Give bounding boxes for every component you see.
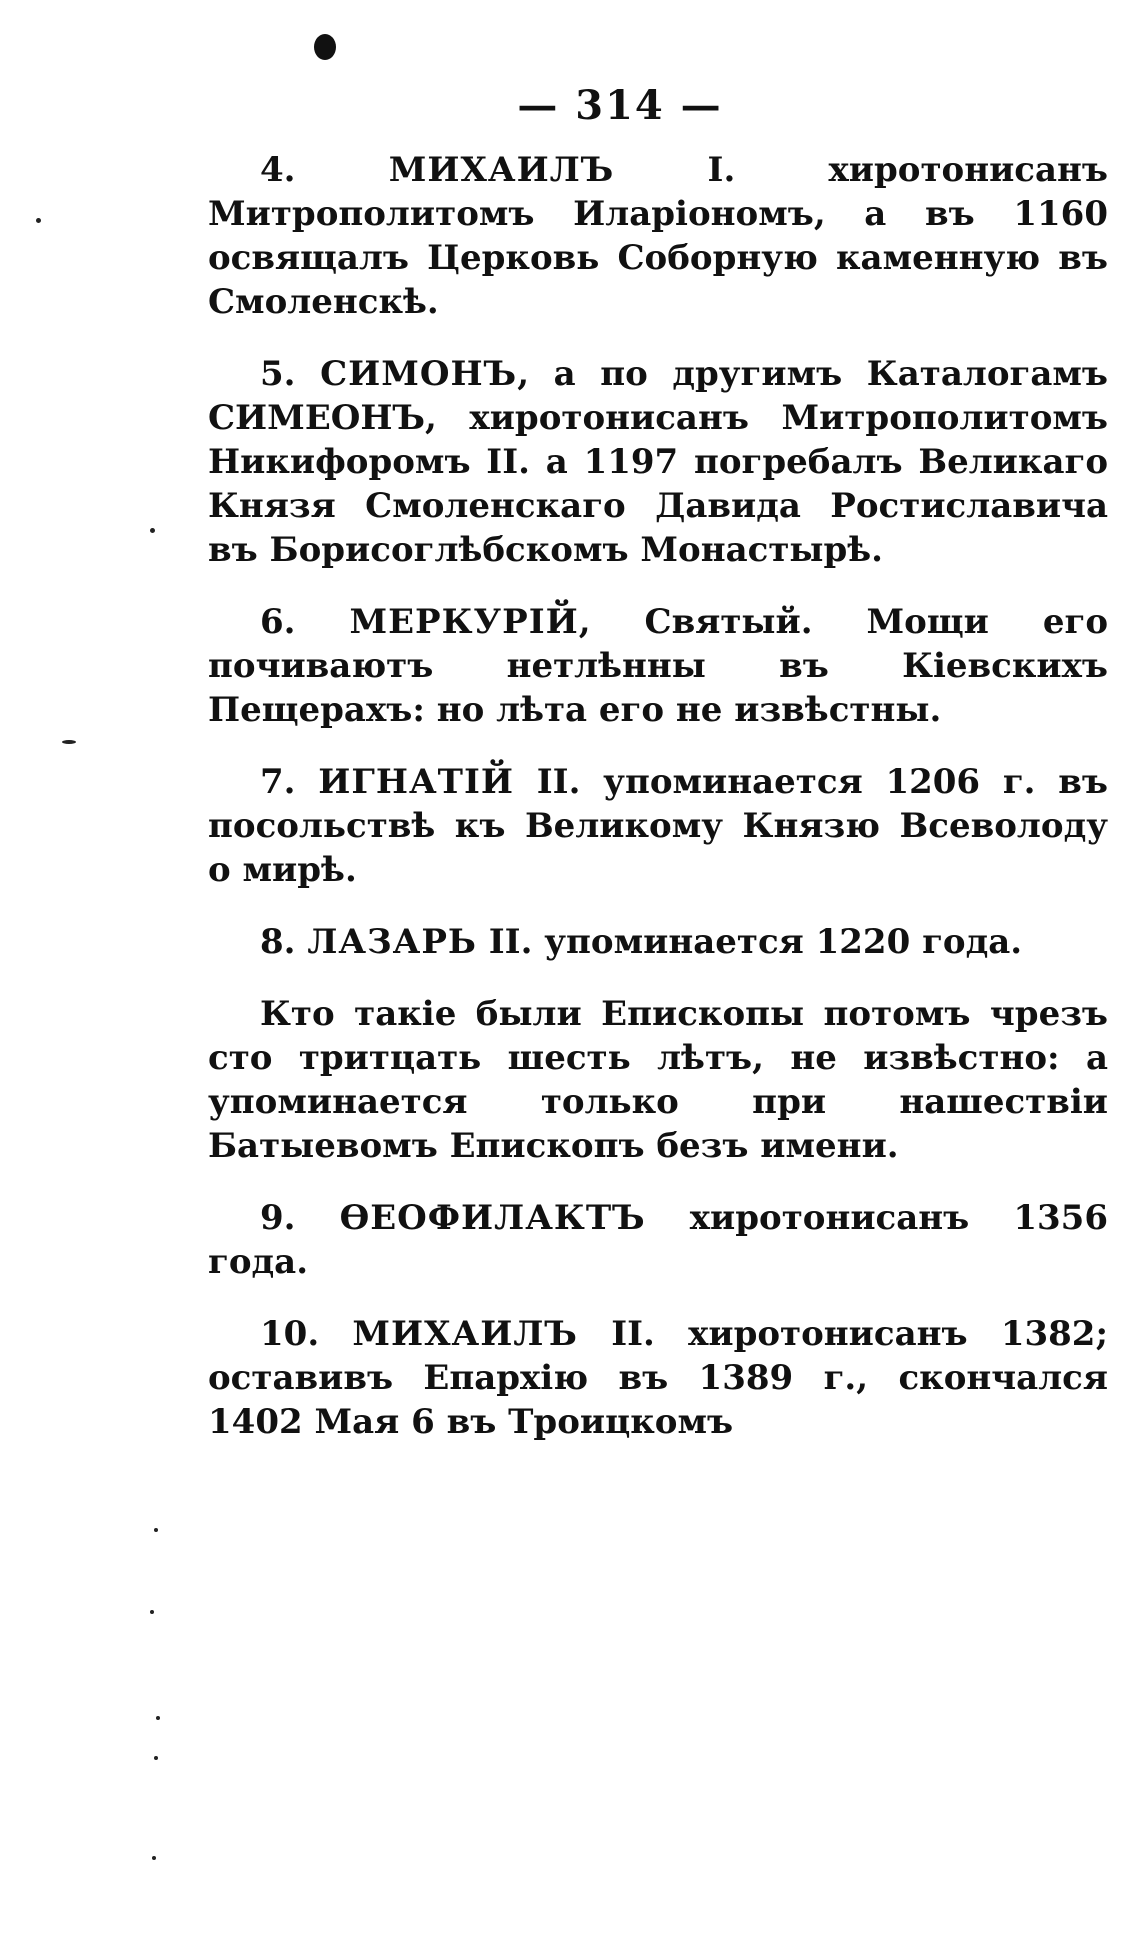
- page-number: — 314 —: [517, 82, 723, 129]
- entry-number: 5.: [260, 354, 296, 394]
- print-speck: [150, 1610, 154, 1614]
- entry-number: 4.: [260, 150, 296, 190]
- entry-name: ЛАЗАРЬ: [307, 922, 477, 962]
- entry-name: СИМОНЪ: [320, 354, 518, 394]
- entry-paragraph: [208, 1196, 1108, 1284]
- print-speck: [150, 528, 155, 533]
- entry-paragraph: [208, 1312, 1108, 1444]
- print-speck: [156, 1716, 160, 1720]
- entry-text: , а по другимъ Каталогамъ СИМЕОНЪ, хиротонисанъ Митрополитомъ Никифоромъ II. а 1197 погребалъ Великаго Князя Смоленскаго Давида Ростиславича въ Борисоглѣбскомъ Монастырѣ.: [208, 354, 1108, 570]
- entry-text: I. хиротонисанъ Митрополитомъ Иларіономъ, а въ 1160 освящалъ Церковь Соборную каменную въ Смоленскѣ.: [208, 150, 1109, 322]
- entry-paragraph: [208, 920, 1108, 964]
- entry-number: 10.: [260, 1314, 320, 1354]
- entry-number: 7.: [260, 762, 296, 802]
- entry-text: II. хиротонисанъ 1382; оставивъ Епархію въ 1389 г., скончался 1402 Мая 6 въ Троицкомъ: [208, 1314, 1108, 1442]
- print-speck: [36, 218, 41, 223]
- page-text: [208, 148, 1108, 1472]
- entry-paragraph: [208, 600, 1108, 732]
- print-speck: [154, 1528, 158, 1532]
- ink-blot: [314, 34, 336, 60]
- entry-number: 9.: [260, 1198, 296, 1238]
- entry-name: МИХАИЛЪ: [388, 150, 615, 190]
- entry-text: II. упоминается 1206 г. въ посольствѣ къ Великому Князю Всеволоду о мирѣ.: [208, 762, 1108, 890]
- entry-text: хиротонисанъ 1356 года.: [208, 1198, 1108, 1282]
- note-paragraph: [208, 992, 1108, 1168]
- entry-paragraph: [208, 760, 1108, 892]
- entry-text: Кто такіе были Епископы потомъ чрезъ сто тритцать шесть лѣтъ, не извѣстно: а упоминается только при нашествіи Батыевомъ Епископъ безъ имени.: [208, 994, 1108, 1166]
- entry-name: МЕРКУРІЙ: [349, 602, 579, 642]
- entry-text: , Святый. Мощи его почиваютъ нетлѣнны въ Кіевскихъ Пещерахъ: но лѣта его не извѣстны.: [208, 602, 1108, 730]
- print-speck: [152, 1856, 156, 1860]
- entry-paragraph: [208, 352, 1108, 572]
- entry-text: II. упоминается 1220 года.: [476, 922, 1023, 962]
- entry-number: 6.: [260, 602, 296, 642]
- entry-name: МИХАИЛЪ: [352, 1314, 578, 1354]
- print-speck: [62, 740, 76, 744]
- entry-name: ИГНАТІЙ: [318, 762, 515, 802]
- entry-paragraph: [208, 148, 1108, 324]
- print-speck: [154, 1756, 158, 1760]
- entry-name: ѲЕОФИЛАКТЪ: [339, 1198, 646, 1238]
- entry-number: 8.: [260, 922, 296, 962]
